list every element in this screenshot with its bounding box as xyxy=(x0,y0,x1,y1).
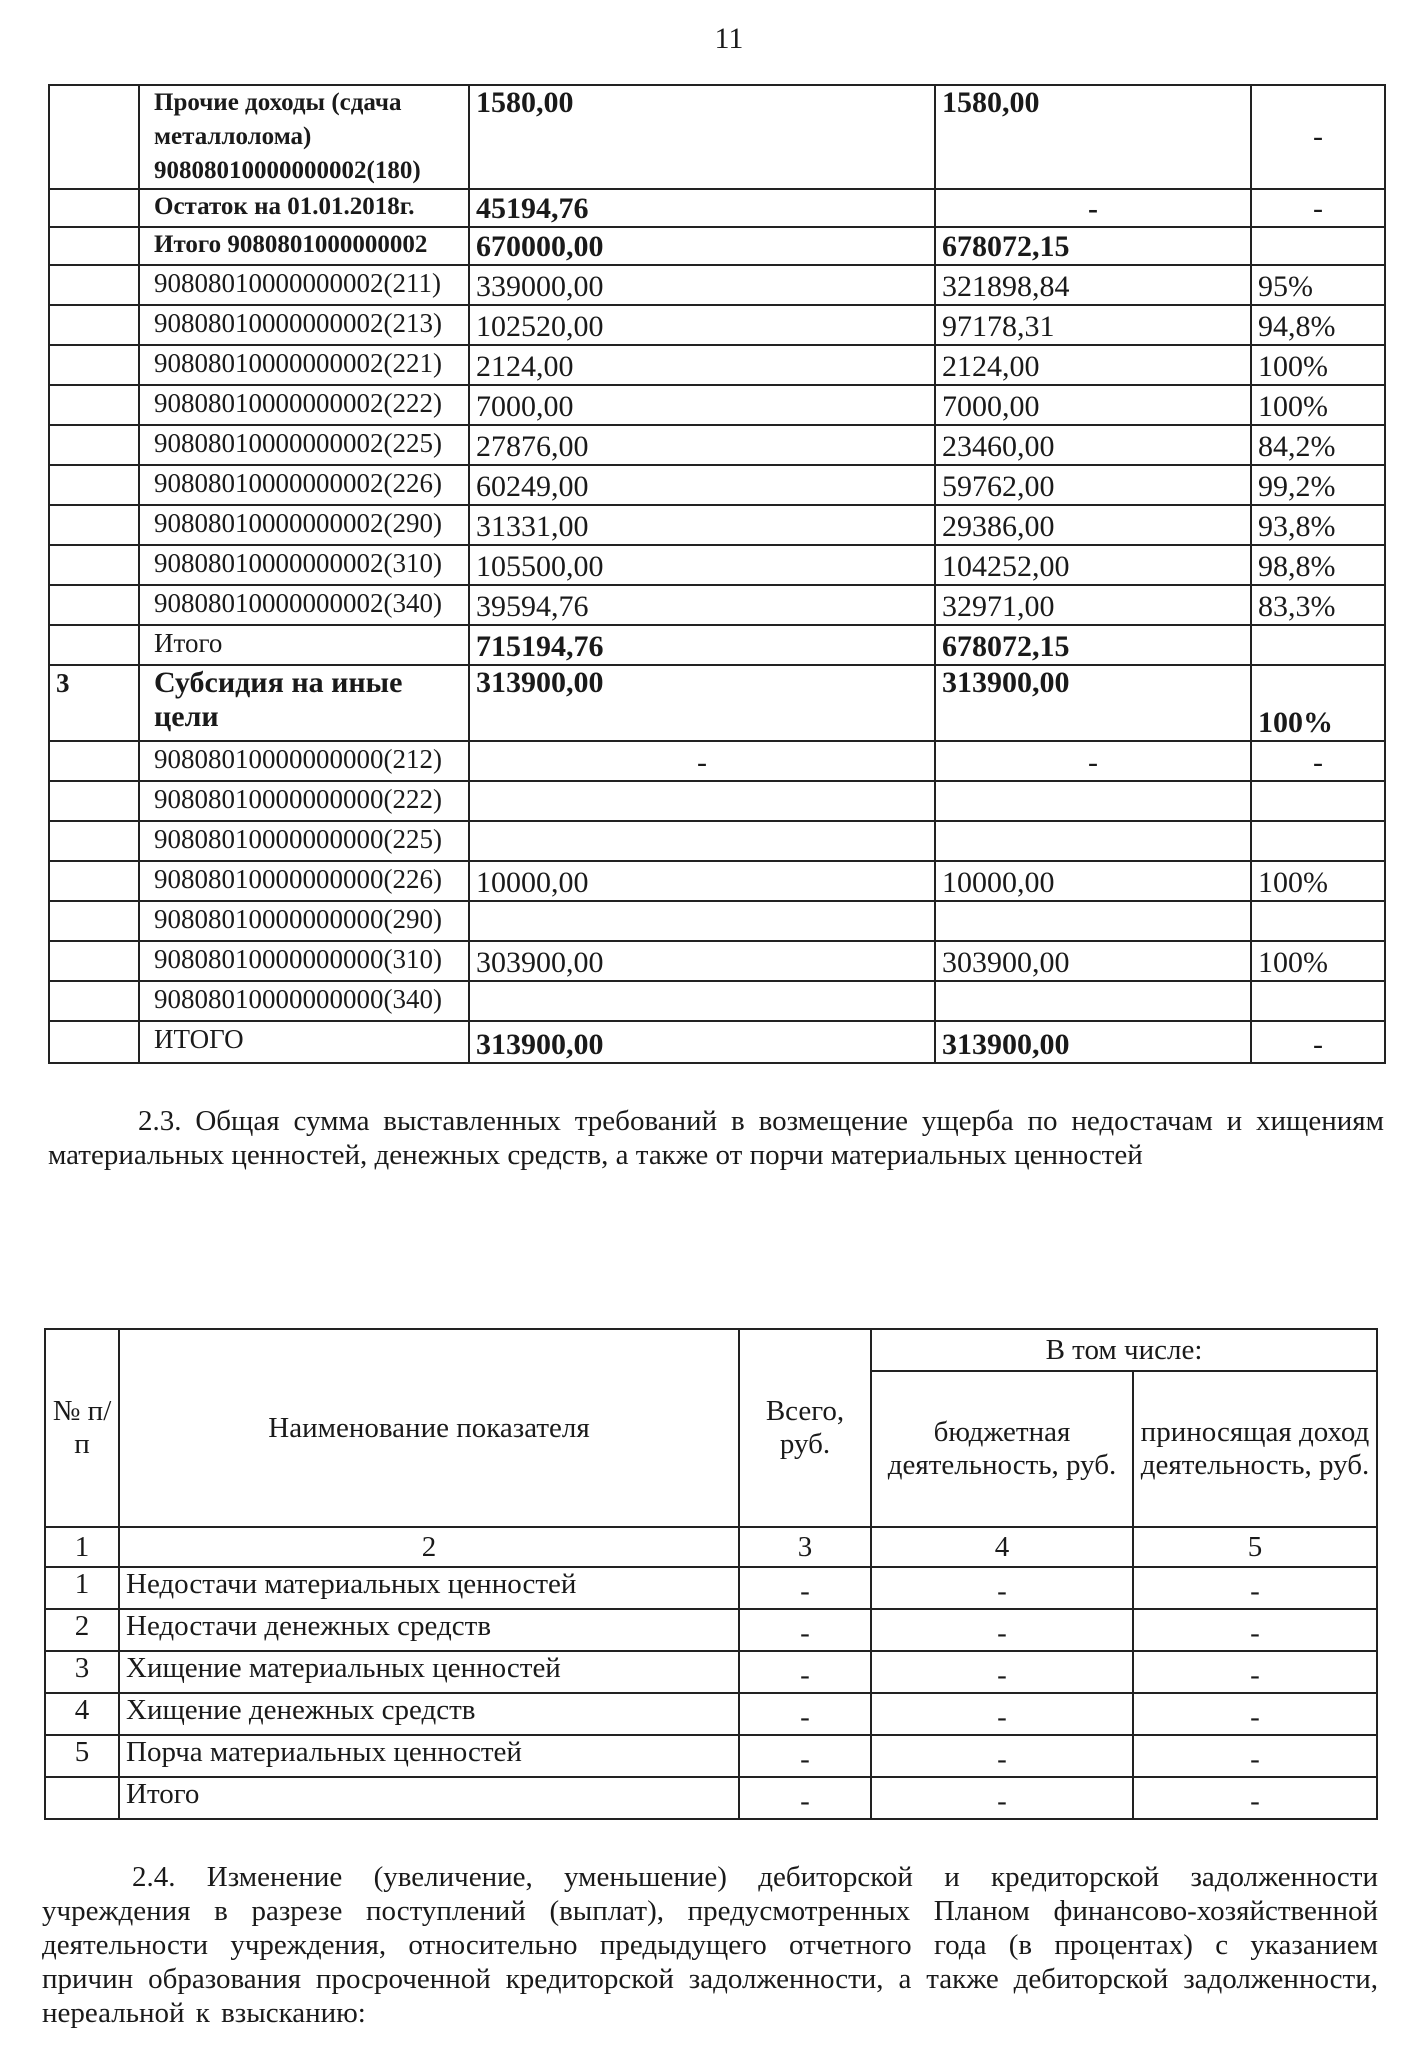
row-percent: 100% xyxy=(1251,345,1385,385)
row-name: 90808010000000002(310) xyxy=(139,545,469,585)
row-percent: 93,8% xyxy=(1251,505,1385,545)
row-percent: - xyxy=(1251,741,1385,781)
damage-table xyxy=(44,1328,1378,1820)
row-number xyxy=(49,741,139,781)
row-number: 4 xyxy=(45,1693,119,1735)
row-name: 90808010000000000(226) xyxy=(139,861,469,901)
row-name: 90808010000000002(213) xyxy=(139,305,469,345)
table-row xyxy=(45,1609,1377,1651)
row-fact-value: 2124,00 xyxy=(935,345,1251,385)
row-number xyxy=(49,1021,139,1063)
col-number: 4 xyxy=(871,1527,1133,1567)
row-plan-value xyxy=(469,781,935,821)
row-plan-value: 102520,00 xyxy=(469,305,935,345)
row-name: Недостачи денежных средств xyxy=(119,1609,739,1651)
row-name: Итого xyxy=(139,625,469,665)
table-row xyxy=(49,505,1385,545)
table-row xyxy=(45,1651,1377,1693)
row-percent: 84,2% xyxy=(1251,425,1385,465)
row-income: - xyxy=(1133,1567,1377,1609)
row-name: 90808010000000000(340) xyxy=(139,981,469,1021)
row-number xyxy=(49,465,139,505)
row-plan-value xyxy=(469,901,935,941)
row-income: - xyxy=(1133,1651,1377,1693)
table-row xyxy=(49,821,1385,861)
row-fact-value: 104252,00 xyxy=(935,545,1251,585)
row-percent: 95% xyxy=(1251,265,1385,305)
header-total: Всего, руб. xyxy=(739,1329,871,1527)
row-fact-value: 321898,84 xyxy=(935,265,1251,305)
row-plan-value: 60249,00 xyxy=(469,465,935,505)
row-name: Итого xyxy=(119,1777,739,1819)
row-income: - xyxy=(1133,1735,1377,1777)
row-name: 90808010000000000(222) xyxy=(139,781,469,821)
col-number: 5 xyxy=(1133,1527,1377,1567)
row-budget: - xyxy=(871,1693,1133,1735)
row-percent: 100% xyxy=(1251,665,1385,741)
row-name: 90808010000000000(290) xyxy=(139,901,469,941)
row-name: Итого 9080801000000002 xyxy=(139,227,469,265)
row-number xyxy=(49,901,139,941)
row-number xyxy=(45,1777,119,1819)
row-total: - xyxy=(739,1777,871,1819)
row-name: 90808010000000002(226) xyxy=(139,465,469,505)
row-percent: 94,8% xyxy=(1251,305,1385,345)
row-percent: - xyxy=(1251,189,1385,227)
row-number xyxy=(49,85,139,189)
row-plan-value: 313900,00 xyxy=(469,1021,935,1063)
table-row xyxy=(49,265,1385,305)
row-number xyxy=(49,625,139,665)
row-name: Недостачи материальных ценностей xyxy=(119,1567,739,1609)
row-number xyxy=(49,265,139,305)
row-percent: 98,8% xyxy=(1251,545,1385,585)
row-name: 90808010000000002(222) xyxy=(139,385,469,425)
row-number xyxy=(49,821,139,861)
page-number: 11 xyxy=(714,22,744,55)
row-plan-value: 39594,76 xyxy=(469,585,935,625)
row-percent: 83,3% xyxy=(1251,585,1385,625)
row-fact-value: 313900,00 xyxy=(935,665,1251,741)
row-plan-value: 10000,00 xyxy=(469,861,935,901)
table-row xyxy=(49,345,1385,385)
row-percent xyxy=(1251,981,1385,1021)
row-percent: 99,2% xyxy=(1251,465,1385,505)
row-fact-value: 303900,00 xyxy=(935,941,1251,981)
row-name: ИТОГО xyxy=(139,1021,469,1063)
row-income: - xyxy=(1133,1693,1377,1735)
col-number: 3 xyxy=(739,1527,871,1567)
table-row xyxy=(49,227,1385,265)
row-number xyxy=(49,505,139,545)
row-fact-value: 313900,00 xyxy=(935,1021,1251,1063)
row-fact-value xyxy=(935,781,1251,821)
row-plan-value: 2124,00 xyxy=(469,345,935,385)
row-number xyxy=(49,585,139,625)
row-total: - xyxy=(739,1735,871,1777)
row-plan-value xyxy=(469,821,935,861)
row-budget: - xyxy=(871,1567,1133,1609)
row-name: 90808010000000000(225) xyxy=(139,821,469,861)
table-row xyxy=(49,189,1385,227)
header-budget: бюджетная деятельность, руб. xyxy=(871,1371,1133,1527)
row-number xyxy=(49,227,139,265)
row-number xyxy=(49,781,139,821)
row-plan-value: 31331,00 xyxy=(469,505,935,545)
row-number xyxy=(49,861,139,901)
section-2-4-text: 2.4. Изменение (увеличение, уменьшение) дебиторской и кредиторской задолженности учреждения в разрезе поступлений (выплат), предусмотренных Планом финансово-хозяйственной деятельности учреждения, относительно предыдущего отчетного года (в процентах) с указанием причин образования просроченной кредиторской задолженности, а также дебиторской задолженности, нереальной к взысканию: xyxy=(42,1861,1378,2029)
row-plan-value: 105500,00 xyxy=(469,545,935,585)
row-name: 90808010000000000(212) xyxy=(139,741,469,781)
row-fact-value: 59762,00 xyxy=(935,465,1251,505)
row-plan-value: 339000,00 xyxy=(469,265,935,305)
table-row xyxy=(49,385,1385,425)
row-fact-value: - xyxy=(935,189,1251,227)
table-row xyxy=(45,1777,1377,1819)
row-plan-value: 670000,00 xyxy=(469,227,935,265)
row-percent xyxy=(1251,625,1385,665)
table-row xyxy=(49,85,1385,189)
table-row xyxy=(49,665,1385,741)
col-number: 2 xyxy=(119,1527,739,1567)
row-total: - xyxy=(739,1609,871,1651)
row-number: 2 xyxy=(45,1609,119,1651)
row-plan-value: 303900,00 xyxy=(469,941,935,981)
row-plan-value: - xyxy=(469,741,935,781)
row-number xyxy=(49,425,139,465)
row-plan-value: 27876,00 xyxy=(469,425,935,465)
row-name: Остаток на 01.01.2018г. xyxy=(139,189,469,227)
row-fact-value: - xyxy=(935,741,1251,781)
column-numbers-row xyxy=(45,1527,1377,1567)
row-income: - xyxy=(1133,1777,1377,1819)
row-plan-value: 313900,00 xyxy=(469,665,935,741)
row-fact-value: 29386,00 xyxy=(935,505,1251,545)
table-row xyxy=(49,741,1385,781)
table-row xyxy=(45,1693,1377,1735)
row-number: 3 xyxy=(45,1651,119,1693)
row-percent: - xyxy=(1251,85,1385,189)
row-name: 90808010000000002(340) xyxy=(139,585,469,625)
row-plan-value: 45194,76 xyxy=(469,189,935,227)
row-budget: - xyxy=(871,1735,1133,1777)
row-budget: - xyxy=(871,1777,1133,1819)
row-fact-value: 678072,15 xyxy=(935,625,1251,665)
row-percent: 100% xyxy=(1251,941,1385,981)
table-row xyxy=(45,1567,1377,1609)
row-name: Субсидия на иные цели xyxy=(139,665,469,741)
row-budget: - xyxy=(871,1651,1133,1693)
row-name: 90808010000000002(225) xyxy=(139,425,469,465)
section-2-3-text: 2.3. Общая сумма выставленных требований в возмещение ущерба по недостачам и хищениям материальных ценностей, денежных средств, а также от порчи материальных ценностей xyxy=(48,1105,1384,1171)
row-percent: 100% xyxy=(1251,861,1385,901)
row-number xyxy=(49,385,139,425)
row-name: Порча материальных ценностей xyxy=(119,1735,739,1777)
row-number xyxy=(49,545,139,585)
table-row xyxy=(49,625,1385,665)
header-name: Наименование показателя xyxy=(119,1329,739,1527)
row-fact-value xyxy=(935,821,1251,861)
row-number: 3 xyxy=(49,665,139,741)
row-name: 90808010000000002(221) xyxy=(139,345,469,385)
header-including: В том числе: xyxy=(871,1329,1377,1371)
row-name: Хищение денежных средств xyxy=(119,1693,739,1735)
header-income: приносящая доход деятельность, руб. xyxy=(1133,1371,1377,1527)
row-number xyxy=(49,189,139,227)
row-percent: - xyxy=(1251,1021,1385,1063)
col-number: 1 xyxy=(45,1527,119,1567)
table-row xyxy=(49,861,1385,901)
row-fact-value: 1580,00 xyxy=(935,85,1251,189)
table-row xyxy=(45,1735,1377,1777)
header-num: № п/п xyxy=(45,1329,119,1527)
row-percent xyxy=(1251,901,1385,941)
table-row xyxy=(49,545,1385,585)
row-fact-value: 10000,00 xyxy=(935,861,1251,901)
row-name: 90808010000000002(290) xyxy=(139,505,469,545)
damage-header-row xyxy=(45,1329,1377,1371)
row-fact-value: 7000,00 xyxy=(935,385,1251,425)
row-plan-value: 1580,00 xyxy=(469,85,935,189)
finance-table xyxy=(48,84,1386,1064)
row-fact-value: 678072,15 xyxy=(935,227,1251,265)
row-percent xyxy=(1251,781,1385,821)
table-row xyxy=(49,425,1385,465)
row-number xyxy=(49,345,139,385)
row-income: - xyxy=(1133,1609,1377,1651)
row-name: 90808010000000002(211) xyxy=(139,265,469,305)
row-plan-value xyxy=(469,981,935,1021)
table-row xyxy=(49,901,1385,941)
row-percent: 100% xyxy=(1251,385,1385,425)
table-row xyxy=(49,305,1385,345)
row-plan-value: 715194,76 xyxy=(469,625,935,665)
row-fact-value xyxy=(935,981,1251,1021)
row-percent xyxy=(1251,821,1385,861)
row-number xyxy=(49,305,139,345)
table-row xyxy=(49,941,1385,981)
row-number xyxy=(49,981,139,1021)
row-name: Хищение материальных ценностей xyxy=(119,1651,739,1693)
table-row xyxy=(49,585,1385,625)
row-budget: - xyxy=(871,1609,1133,1651)
row-number: 1 xyxy=(45,1567,119,1609)
row-fact-value xyxy=(935,901,1251,941)
row-percent xyxy=(1251,227,1385,265)
row-number: 5 xyxy=(45,1735,119,1777)
row-fact-value: 97178,31 xyxy=(935,305,1251,345)
row-number xyxy=(49,941,139,981)
table-row xyxy=(49,1021,1385,1063)
table-row xyxy=(49,465,1385,505)
table-row xyxy=(49,781,1385,821)
row-total: - xyxy=(739,1693,871,1735)
row-plan-value: 7000,00 xyxy=(469,385,935,425)
row-fact-value: 23460,00 xyxy=(935,425,1251,465)
row-total: - xyxy=(739,1651,871,1693)
row-name: 90808010000000000(310) xyxy=(139,941,469,981)
table-row xyxy=(49,981,1385,1021)
row-total: - xyxy=(739,1567,871,1609)
row-fact-value: 32971,00 xyxy=(935,585,1251,625)
row-name: Прочие доходы (сдача металлолома) 90808010000000002(180) xyxy=(139,85,469,189)
